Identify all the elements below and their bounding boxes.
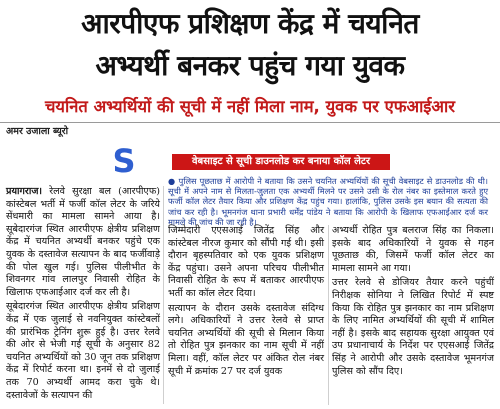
highlight-box: [168, 176, 488, 227]
headline-line-1: आरपीएफ प्रशिक्षण केंद्र में चयनित: [81, 7, 419, 40]
column-divider: [328, 225, 329, 405]
paragraph: सत्यापन के दौरान उसके दस्तावेज संदिग्ध लगे। अधिकारियों ने उत्तर रेलवे से प्राप्त चयनित अभ्यर्थियों की सूची से मिलान किया तो रोहित पुत्र झनकार का नाम सूची में नहीं मिला। वहीं, कॉल लेटर पर अंकित रोल नंबर सूची में क्रमांक 27 पर दर्ज युवक: [168, 302, 324, 377]
info-banner: वेबसाइट से सूची डाउनलोड कर बनाया कॉल लेटर: [172, 154, 390, 170]
paragraph: उत्तर रेलवे से डोजियर तैयार करने पहुंचीं निरीक्षक सोनिया ने लिखित रिपोर्ट में स्पष्ट किया कि रोहित पुत्र झनकार का नाम प्रशिक्षण के लिए नामित अभ्यर्थियों की सूची में शामिल नहीं है। इसके बाद सहायक सुरक्षा आयुक्त एवं उप प्रधानाचार्य के निर्देश पर एएसआई जितेंद्र सिंह ने आरोपी और उसके दस्तावेज भूमनगंज पुलिस को सौंप दिए।: [332, 277, 494, 377]
header-divider: [0, 122, 500, 123]
article-column-2: [168, 225, 324, 378]
byline: अमर उजाला ब्यूरो: [6, 126, 69, 137]
logo-letter: S: [112, 144, 136, 178]
bullet-icon: ●: [168, 176, 176, 186]
paragraph: रेलवे सुरक्षा बल (आरपीएफ) कांस्टेबल भर्ती में फर्जी कॉल लेटर के जरिये सेंधमारी का मामला सामने आया है। सूबेदारगंज स्थित आरपीएफ क्षेत्रीय प्रशिक्षण केंद्र में चयनित अभ्यर्थी बनकर पहुंचे एक युवक के दस्तावेज सत्यापन के बाद फर्जीवाड़े की पोल खुल गई। पुलिस पीलीभीत के शिवनगर गांव लालपुर निवासी रोहित के खिलाफ एफआईआर दर्ज कर ली है।: [6, 186, 160, 298]
paragraph: जिम्मेदारी एएसआई जितेंद्र सिंह और कांस्टेबल नीरज कुमार को सौंपी गई थी। इसी दौरान बृहस्पतिवार को एक युवक प्रशिक्षण केंद्र पहुंचा। उसने अपना परिचय पीलीभीत निवासी रोहित के रूप में बताकर आरपीएफ भर्ती का कॉल लेटर दिया।: [168, 225, 324, 299]
highlight-text: पुलिस पूछताछ में आरोपी ने बताया कि उसने चयनित अभ्यर्थियों की सूची वेबसाइट से डाउनलोड की थी। सूची में अपने नाम से मिलता-जुलता एक अभ्यर्थी मिलने पर उसने उसी के रोल नंबर का इस्तेमाल करते हुए फर्जी कॉल लेटर तैयार किया और प्रशिक्षण केंद्र पहुंच गया। हालांकि, पुलिस उसके इस बयान की सत्यता की जांच कर रही है। भूमनगंज थाना प्रभारी धर्मेंद्र पांडेय ने बताया कि आरोपी के खिलाफ एफआईआर दर्ज कर मामले की जांच की जा रही है।: [168, 176, 488, 227]
paragraph: सूबेदारगंज स्थित आरपीएफ क्षेत्रीय प्रशिक्षण केंद्र में एक जुलाई से नवनियुक्त कांस्टेबलों की प्रारंभिक ट्रेनिंग शुरू हुई है। उत्तर रेलवे की ओर से भेजी गई सूची के अनुसार 82 चयनित अभ्यर्थियों को 30 जून तक प्रशिक्षण केंद्र में रिपोर्ट करना था। इनमें से दो जुलाई तक 70 अभ्यर्थी आमद करा चुके थे। दस्तावेजों के सत्यापन की: [6, 301, 160, 401]
column-divider: [163, 186, 164, 404]
dateline: प्रयागराज।: [6, 186, 43, 197]
paragraph: अभ्यर्थी रोहित पुत्र बलराज सिंह का निकला। इसके बाद अधिकारियों ने युवक से गहन पूछताछ की, जिसमें फर्जी कॉल लेटर का मामला सामने आ गया।: [332, 225, 494, 274]
article-column-1: [6, 186, 160, 402]
headline-line-2: अभ्यर्थी बनकर पहुंच गया युवक: [95, 49, 405, 82]
subheadline: चयनित अभ्यर्थियों की सूची में नहीं मिला नाम, युवक पर एफआईआर: [44, 97, 456, 116]
s-logo-icon: [104, 144, 144, 178]
article-column-3: [332, 225, 494, 378]
